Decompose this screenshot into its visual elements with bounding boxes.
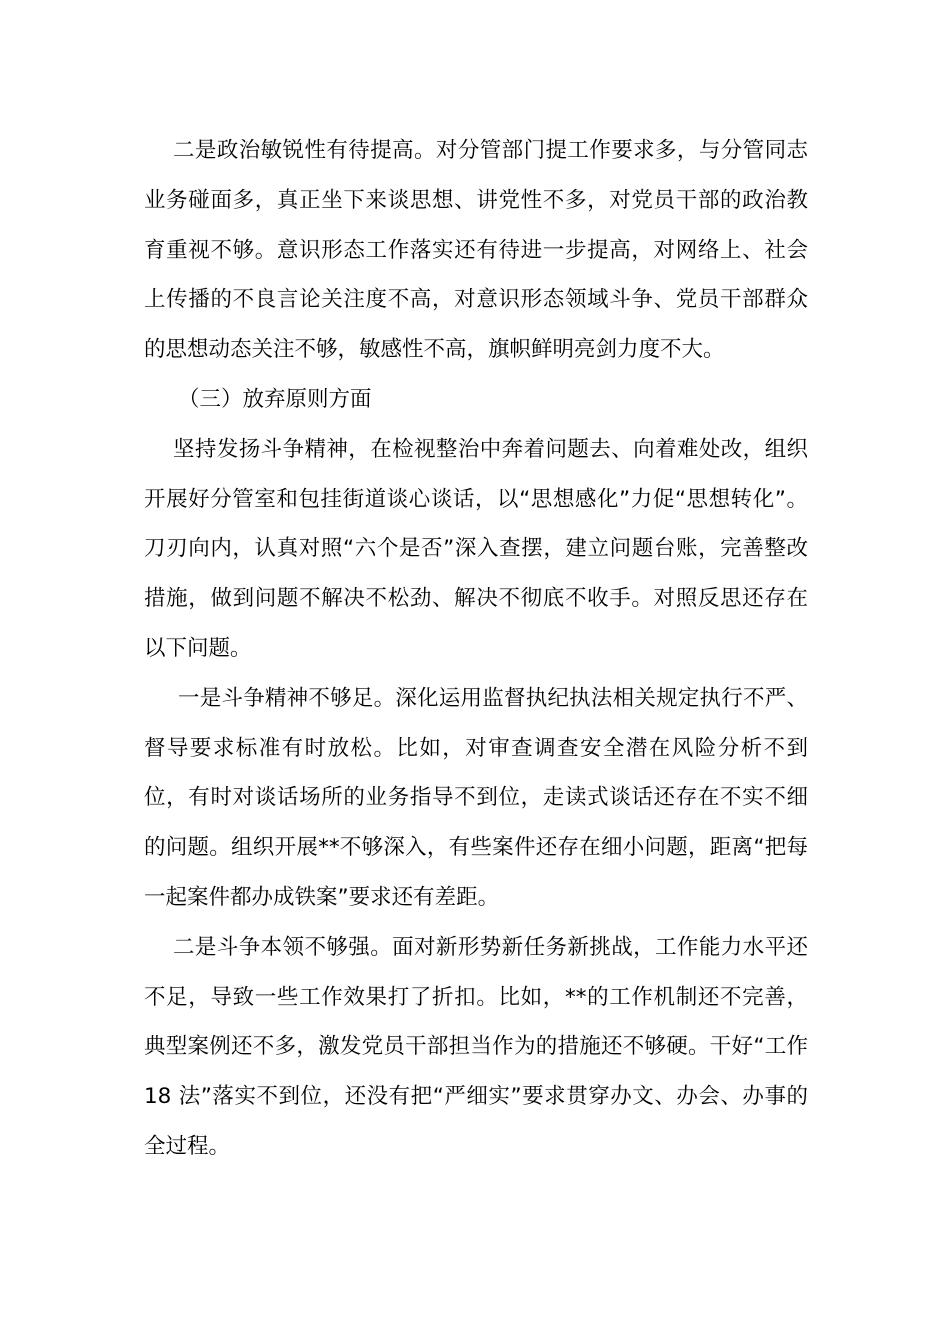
paragraph-struggle-ability-weak: 二是斗争本领不够强。面对新形势新任务新挑战，工作能力水平还不足，导致一些工作效果打了折扣。比如，**的工作机制还不完善，典型案例还不多，激发党员干部担当作为的措施还不够硬。干好“工作 18 法”落实不到位，还没有把“严细实”要求贯穿办文、办会、办事的全过程。 [144,934,808,1159]
section-heading-principles: （三）放弃原则方面 [178,386,372,412]
paragraph-struggle-spirit-insufficient: 一是斗争精神不够足。深化运用监督执纪执法相关规定执行不严、督导要求标准有时放松。比如，对审查调查安全潜在风险分析不到位，有时对谈话场所的业务指导不到位，走读式谈话还存在不实不细的问题。组织开展**不够深入，有些案件还存在细小问题，距离“把每一起案件都办成铁案”要求还有差距。 [144,685,808,910]
paragraph-struggle-spirit-intro: 坚持发扬斗争精神，在检视整治中奔着问题去、向着难处改，组织开展好分管室和包挂街道谈心谈话，以“思想感化”力促“思想转化”。刀刃向内，认真对照“六个是否”深入查摆，建立问题台账，完善整改措施，做到问题不解决不松劲、解决不彻底不收手。对照反思还存在以下问题。 [144,436,808,661]
paragraph-political-sensitivity: 二是政治敏锐性有待提高。对分管部门提工作要求多，与分管同志业务碰面多，真正坐下来谈思想、讲党性不多，对党员干部的政治教育重视不够。意识形态工作落实还有待进一步提高，对网络上、社会上传播的不良言论关注度不高，对意识形态领域斗争、党员干部群众的思想动态关注不够，敏感性不高，旗帜鲜明亮剑力度不大。 [144,138,808,363]
document-body [144,126,808,1172]
